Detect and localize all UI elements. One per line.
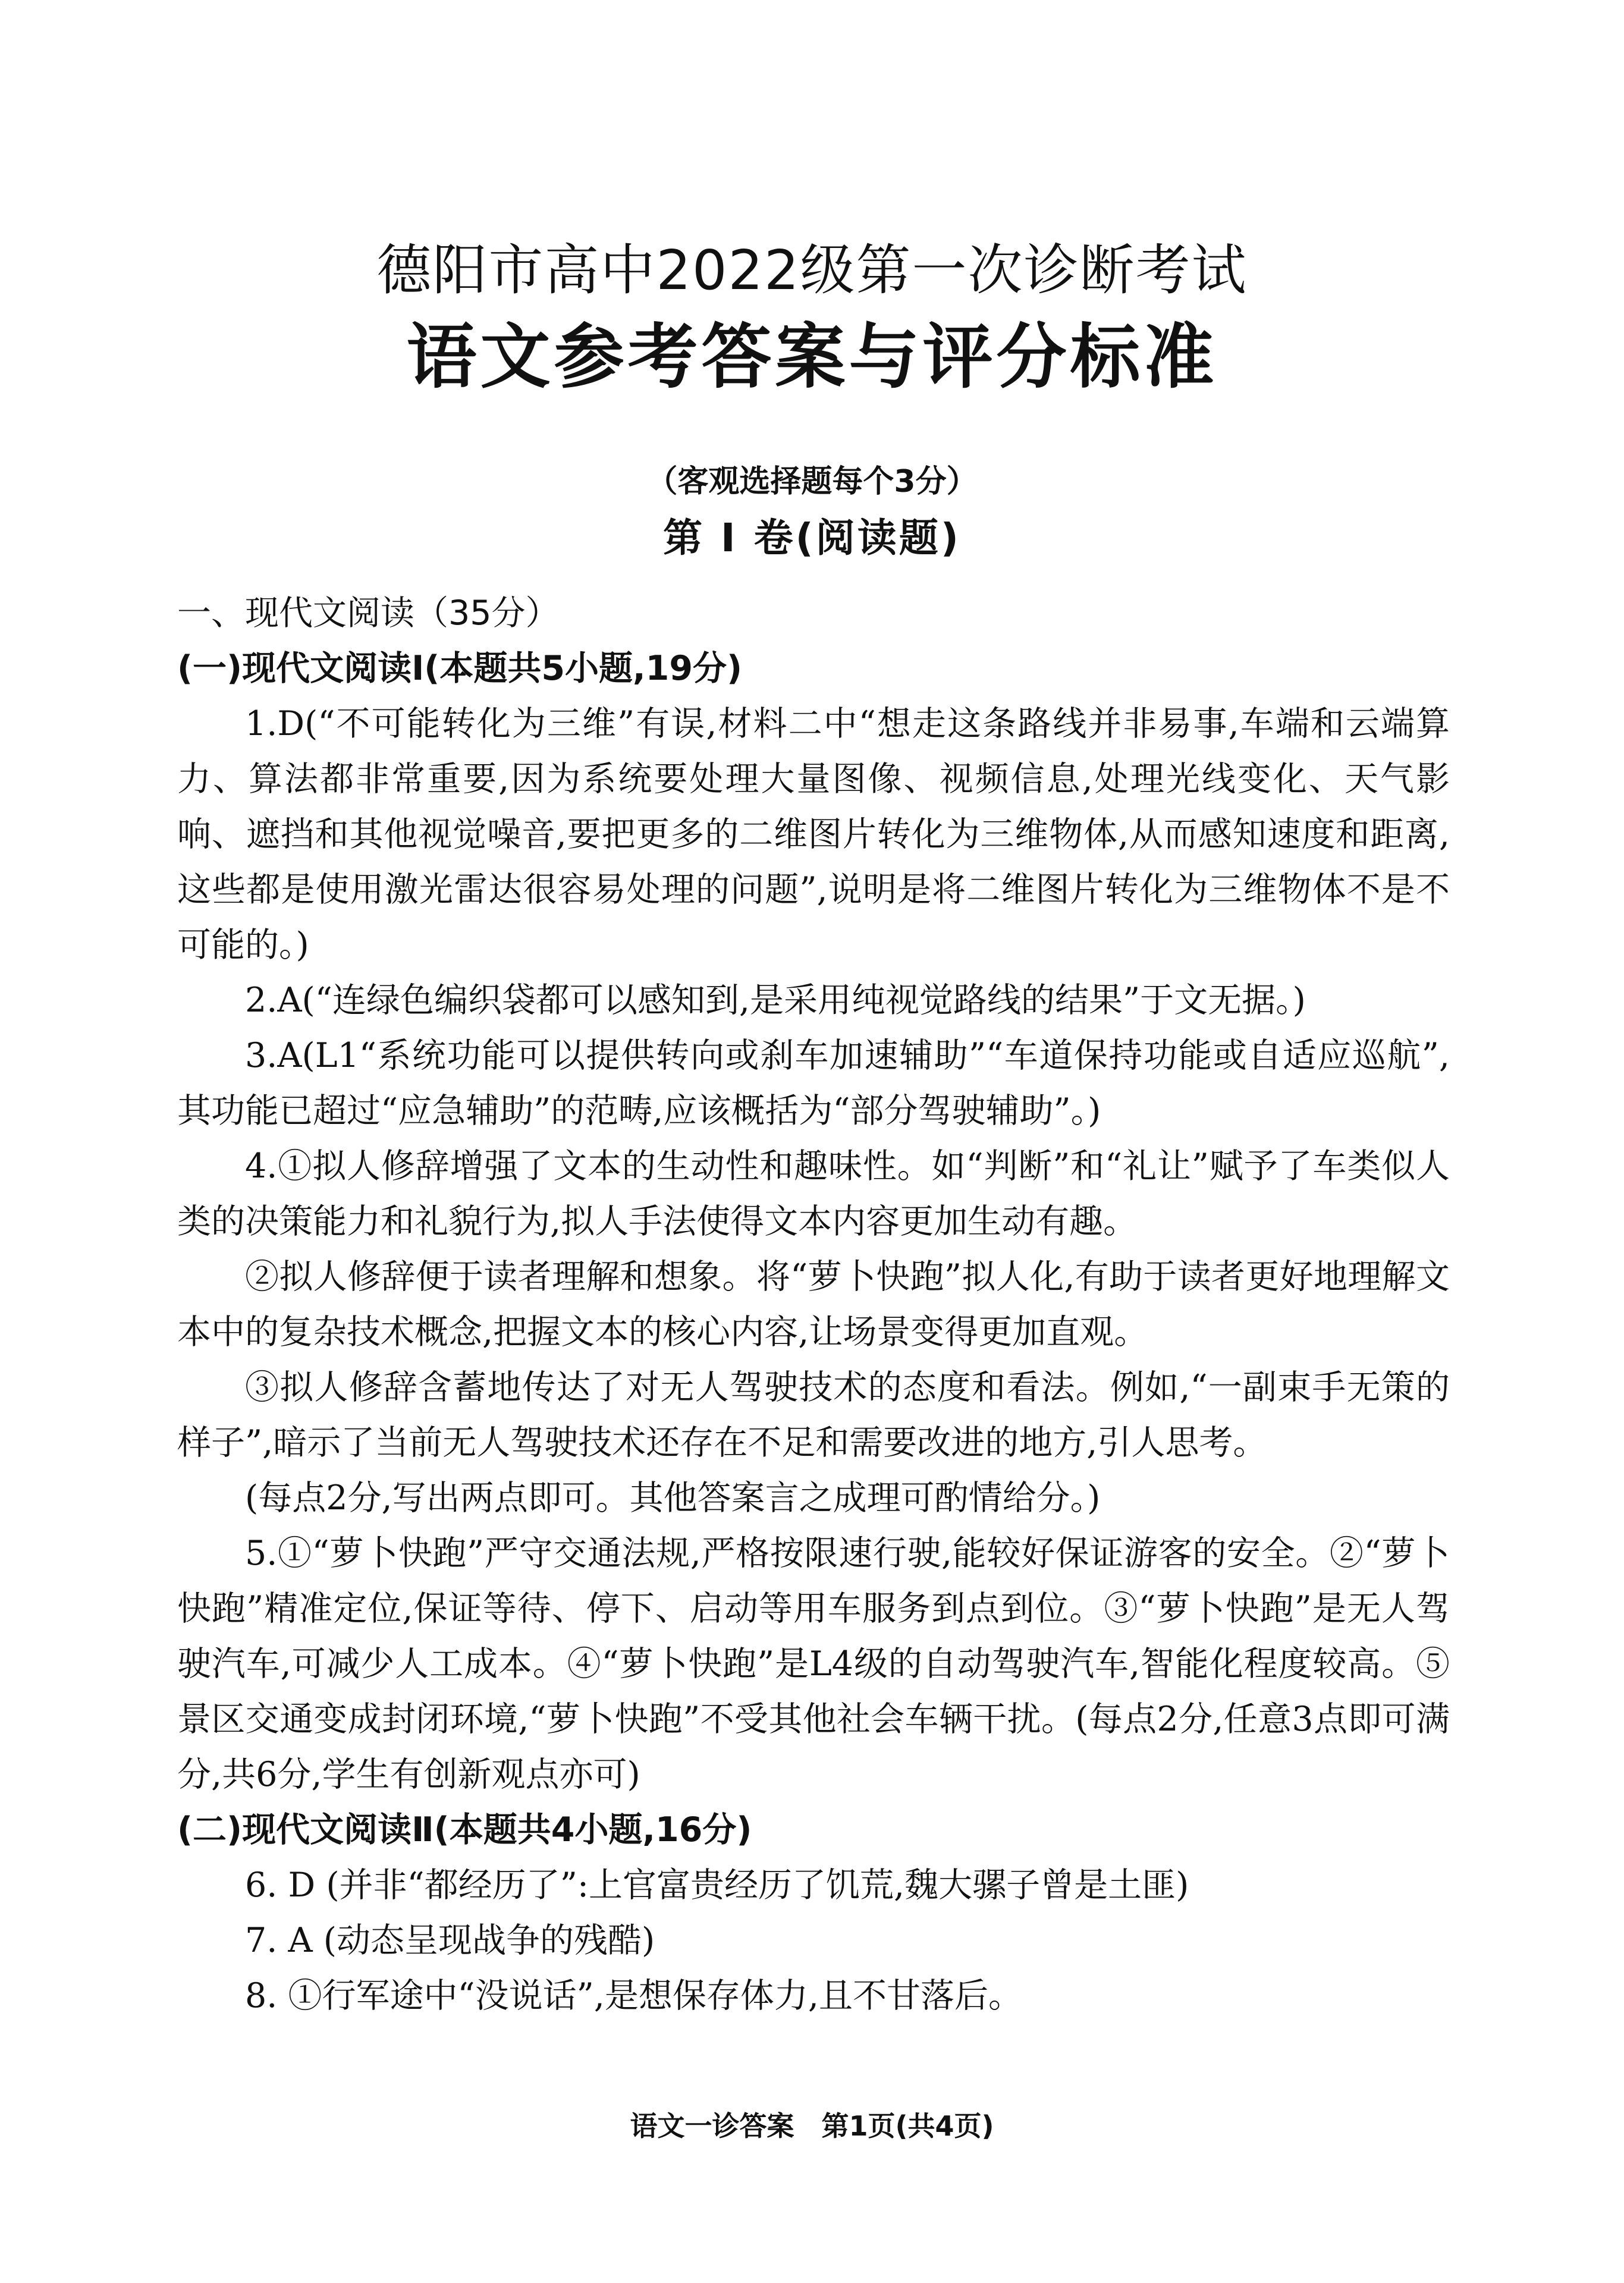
scoring-note: （客观选择题每个3分） (646, 464, 978, 500)
answer-q4-scoring-note: (每点2分,写出两点即可。其他答案言之成理可酌情给分。) (245, 1478, 1101, 1518)
answer-q1: 1.D(“不可能转化为三维”有误,材料二中“想走这条路线并非易事,车端和云端算力、算法都非常重要,因为系统要处理大量图像、视频信息,处理光线变化、天气影响、遮挡和其他视觉噪音,要把更多的二维图片转化为三维物体,从而感知速度和距离,这些都是使用激光雷达很容易处理的问题”,说明是将二维图片转化为三维物体不是不可能的。) (177, 704, 1450, 965)
subsection-heading-reading-1: (一)现代文阅读Ⅰ(本题共5小题,19分) (177, 649, 743, 688)
answer-q2: 2.A(“连绿色编织袋都可以感知到,是采用纯视觉路线的结果”于文无据。) (245, 981, 1306, 1020)
answer-q7: 7. A (动态呈现战争的残酷) (245, 1921, 655, 1960)
section-heading-modern-reading: 一、现代文阅读（35分） (177, 593, 560, 633)
volume-heading: 第 Ⅰ 卷(阅读题) (663, 515, 961, 561)
answer-q4-point2: ②拟人修辞便于读者理解和想象。将“萝卜快跑”拟人化,有助于读者更好地理解文本中的复杂技术概念,把握文本的核心内容,让场景变得更加直观。 (177, 1257, 1450, 1352)
document-title: 语文参考答案与评分标准 (406, 316, 1218, 398)
answer-q4-point3: ③拟人修辞含蓄地传达了对无人驾驶技术的态度和看法。例如,“一副束手无策的样子”,暗示了当前无人驾驶技术还存在不足和需要改进的地方,引人思考。 (177, 1368, 1450, 1462)
subsection-heading-reading-2: (二)现代文阅读Ⅱ(本题共4小题,16分) (177, 1810, 752, 1849)
answer-q3: 3.A(L1“系统功能可以提供转向或刹车加速辅助”“车道保持功能或自适应巡航”,其功能已超过“应急辅助”的范畴,应该概括为“部分驾驶辅助”。) (177, 1036, 1450, 1130)
answer-body (177, 586, 1450, 2024)
answer-q5: 5.①“萝卜快跑”严守交通法规,严格按限速行驶,能较好保证游客的安全。②“萝卜快跑”精准定位,保证等待、停下、启动等用车服务到点到位。③“萝卜快跑”是无人驾驶汽车,可减少人工成本。④“萝卜快跑”是L4级的自动驾驶汽车,智能化程度较高。⑤景区交通变成封闭环境,“萝卜快跑”不受其他社会车辆干扰。(每点2分,任意3点即可满分,共6分,学生有创新观点亦可) (177, 1534, 1450, 1794)
page-footer: 语文一诊答案 第1页(共4页) (630, 2110, 994, 2142)
answer-q8: 8. ①行军途中“没说话”,是想保存体力,且不甘落后。 (245, 1976, 1023, 2015)
answer-q4-point1: 4.①拟人修辞增强了文本的生动性和趣味性。如“判断”和“礼让”赋予了车类似人类的决策能力和礼貌行为,拟人手法使得文本内容更加生动有趣。 (177, 1147, 1450, 1241)
answer-q6: 6. D (并非“都经历了”:上官富贵经历了饥荒,魏大骡子曾是土匪) (245, 1866, 1189, 1905)
exam-title: 德阳市高中2022级第一次诊断考试 (376, 238, 1248, 302)
